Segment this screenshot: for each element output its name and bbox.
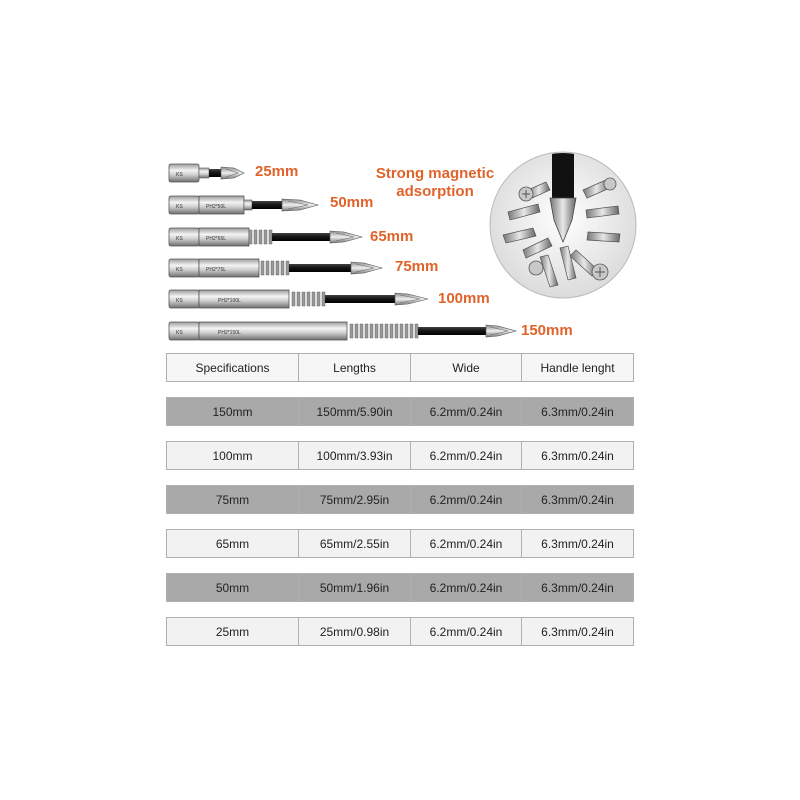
bit-25mm: [168, 162, 248, 184]
specifications-table: [166, 353, 634, 646]
cell-handle: 6.3mm/0.24in: [522, 398, 634, 426]
model-mark: PH2*65L: [206, 236, 227, 242]
cell-handle: 6.3mm/0.24in: [522, 442, 634, 470]
cell-handle: 6.3mm/0.24in: [522, 618, 634, 646]
table-row: [167, 442, 634, 470]
cell-length: 100mm/3.93in: [299, 442, 411, 470]
cell-spec: 100mm: [167, 442, 299, 470]
bit-label-25mm: 25mm: [255, 163, 299, 180]
cell-spec: 65mm: [167, 530, 299, 558]
hex-mark: KS: [176, 236, 183, 242]
bit-50mm: [168, 193, 328, 217]
cell-length: 65mm/2.55in: [299, 530, 411, 558]
cell-handle: 6.3mm/0.24in: [522, 574, 634, 602]
hex-mark: KS: [176, 204, 183, 210]
cell-length: 75mm/2.95in: [299, 486, 411, 514]
hex-mark: KS: [176, 298, 183, 304]
bit-label-100mm: 100mm: [438, 290, 490, 307]
hex-mark: KS: [176, 172, 183, 178]
cell-length: 25mm/0.98in: [299, 618, 411, 646]
table-row: [167, 398, 634, 426]
cell-handle: 6.3mm/0.24in: [522, 530, 634, 558]
table-header-row: [167, 354, 634, 382]
bit-75mm: [168, 255, 388, 281]
cell-wide: 6.2mm/0.24in: [411, 574, 522, 602]
cell-wide: 6.2mm/0.24in: [411, 398, 522, 426]
magnetic-screws-image: [488, 150, 638, 300]
model-mark: PH2*75L: [206, 267, 227, 273]
cell-handle: 6.3mm/0.24in: [522, 486, 634, 514]
bit-150mm: [168, 318, 518, 344]
model-mark: PH2*50L: [206, 204, 227, 210]
hex-mark: KS: [176, 267, 183, 273]
cell-length: 50mm/1.96in: [299, 574, 411, 602]
magnetic-feature-line1: Strong magnetic: [375, 165, 495, 182]
bit-label-50mm: 50mm: [330, 194, 374, 211]
magnetic-feature-text: [370, 165, 500, 201]
cell-wide: 6.2mm/0.24in: [411, 618, 522, 646]
model-mark: PH2*100L: [218, 298, 241, 304]
model-mark: PH2*150L: [218, 330, 241, 336]
cell-spec: 50mm: [167, 574, 299, 602]
magnetic-feature-line2: adsorption: [396, 183, 474, 200]
table-row: [167, 618, 634, 646]
bit-label-150mm: 150mm: [521, 322, 573, 339]
cell-wide: 6.2mm/0.24in: [411, 486, 522, 514]
cell-spec: 25mm: [167, 618, 299, 646]
table-row: [167, 574, 634, 602]
header-handle-length: Handle lenght: [522, 354, 634, 382]
cell-spec: 150mm: [167, 398, 299, 426]
bit-100mm: [168, 286, 438, 312]
header-specifications: Specifications: [167, 354, 299, 382]
bit-65mm: [168, 225, 368, 249]
cell-wide: 6.2mm/0.24in: [411, 442, 522, 470]
table-row: [167, 530, 634, 558]
cell-wide: 6.2mm/0.24in: [411, 530, 522, 558]
cell-spec: 75mm: [167, 486, 299, 514]
table-row: [167, 486, 634, 514]
header-wide: Wide: [411, 354, 522, 382]
hex-mark: KS: [176, 330, 183, 336]
bit-label-65mm: 65mm: [370, 228, 414, 245]
cell-length: 150mm/5.90in: [299, 398, 411, 426]
bit-label-75mm: 75mm: [395, 258, 439, 275]
header-lengths: Lengths: [299, 354, 411, 382]
